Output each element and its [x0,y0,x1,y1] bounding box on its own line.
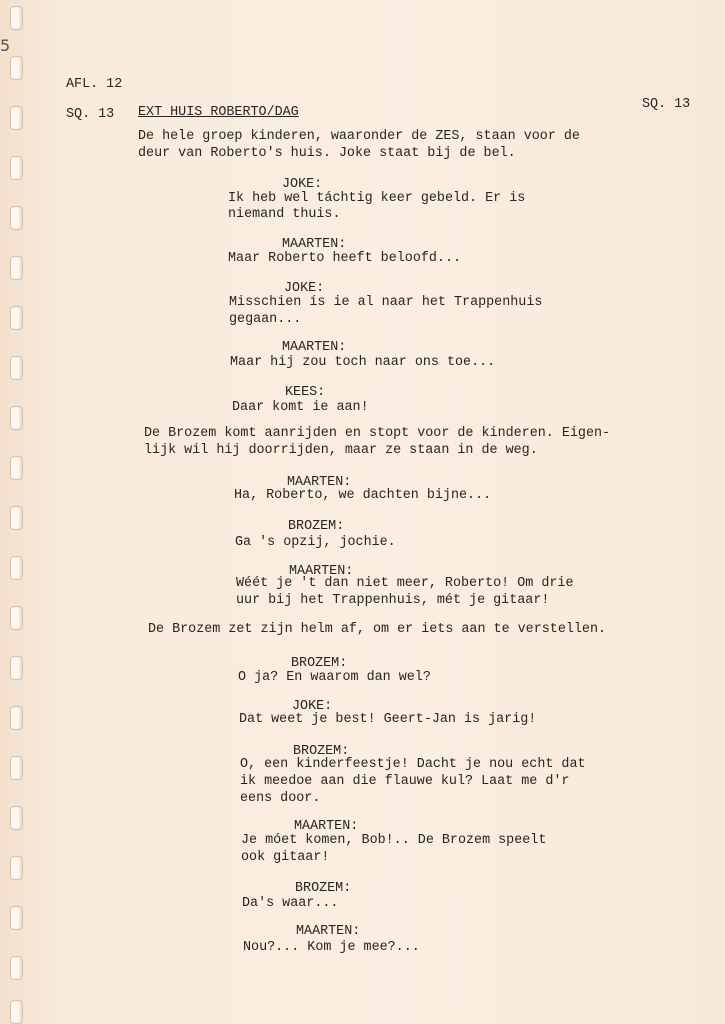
action-line: De Brozem komt aanrijden en stopt voor de kinderen. Eigen- [144,426,611,441]
dialogue-line: eens door. [240,791,321,806]
speaker-name: MAARTEN: [296,924,361,939]
dialogue-line: gegaan... [229,312,302,327]
speaker-name: JOKE: [292,699,333,714]
binder-hole [10,356,23,380]
speaker-name: MAARTEN: [294,819,359,834]
binder-hole [10,406,23,430]
binder-hole [10,506,23,530]
speaker-name: KEES: [285,385,326,400]
binder-hole [10,56,23,80]
speaker-name: JOKE: [282,177,323,192]
speaker-name: MAARTEN: [289,564,354,579]
binder-hole [10,806,23,830]
sequence-label-left: SQ. 13 [66,107,115,122]
dialogue-line: Ha, Roberto, we dachten bijne... [234,488,492,503]
binder-hole [10,606,23,630]
binder-hole [10,1000,23,1024]
binder-hole [10,6,23,30]
action-line: De hele groep kinderen, waaronder de ZES, staan voor de [138,129,580,144]
binder-holes [0,0,40,1024]
dialogue-line: uur bij het Trappenhuis, mét je gitaar! [236,593,550,608]
dialogue-line: Ga 's opzij, jochie. [235,535,396,550]
dialogue-line: Maar Roberto heeft beloofd... [228,251,462,266]
binder-hole [10,256,23,280]
dialogue-line: O ja? En waarom dan wel? [238,670,431,685]
binder-hole [10,956,23,980]
dialogue-line: Nou?... Kom je mee?... [243,940,420,955]
scene-heading: EXT HUIS ROBERTO/DAG [138,105,299,120]
dialogue-line: Dat weet je best! Geert-Jan is jarig! [239,712,537,727]
binder-hole [10,106,23,130]
dialogue-line: Ik heb wel táchtig keer gebeld. Er is [228,191,526,206]
dialogue-line: Maar hij zou toch naar ons toe... [230,355,496,370]
binder-hole [10,156,23,180]
dialogue-line: Misschien ís ie al naar het Trappenhuis [229,295,543,310]
speaker-name: MAARTEN: [282,237,347,252]
episode-label: AFL. 12 [66,77,123,92]
dialogue-line: Daar komt ie aan! [232,400,369,415]
dialogue-line: Wéét je 't dan niet meer, Roberto! Om drie [236,576,574,591]
binder-hole [10,906,23,930]
speaker-name: MAARTEN: [282,340,347,355]
action-line: lijk wil hij doorrijden, maar ze staan in de weg. [144,443,538,458]
dialogue-line: ik meedoe aan die flauwe kul? Laat me d'r [240,774,570,789]
speaker-name: BROZEM: [293,744,350,759]
binder-hole [10,206,23,230]
binder-hole [10,756,23,780]
margin-page-mark: 5 [0,36,11,55]
speaker-name: BROZEM: [295,881,352,896]
action-line: deur van Roberto's huis. Joke staat bij de bel. [138,146,516,161]
sequence-label-right: SQ. 13 [642,97,691,112]
binder-hole [10,706,23,730]
binder-hole [10,556,23,580]
dialogue-line: niemand thuis. [228,207,341,222]
speaker-name: BROZEM: [291,656,348,671]
dialogue-line: Je móet komen, Bob!.. De Brozem speelt [241,833,547,848]
speaker-name: JOKE: [284,281,325,296]
binder-hole [10,456,23,480]
binder-hole [10,306,23,330]
dialogue-line: ook gitaar! [241,850,330,865]
dialogue-line: Da's waar... [242,896,339,911]
binder-hole [10,656,23,680]
speaker-name: MAARTEN: [287,475,352,490]
speaker-name: BROZEM: [288,519,345,534]
dialogue-line: O, een kinderfeestje! Dacht je nou echt dat [240,757,586,772]
binder-hole [10,856,23,880]
action-line: De Brozem zet zijn helm af, om er iets aan te verstellen. [148,622,607,637]
